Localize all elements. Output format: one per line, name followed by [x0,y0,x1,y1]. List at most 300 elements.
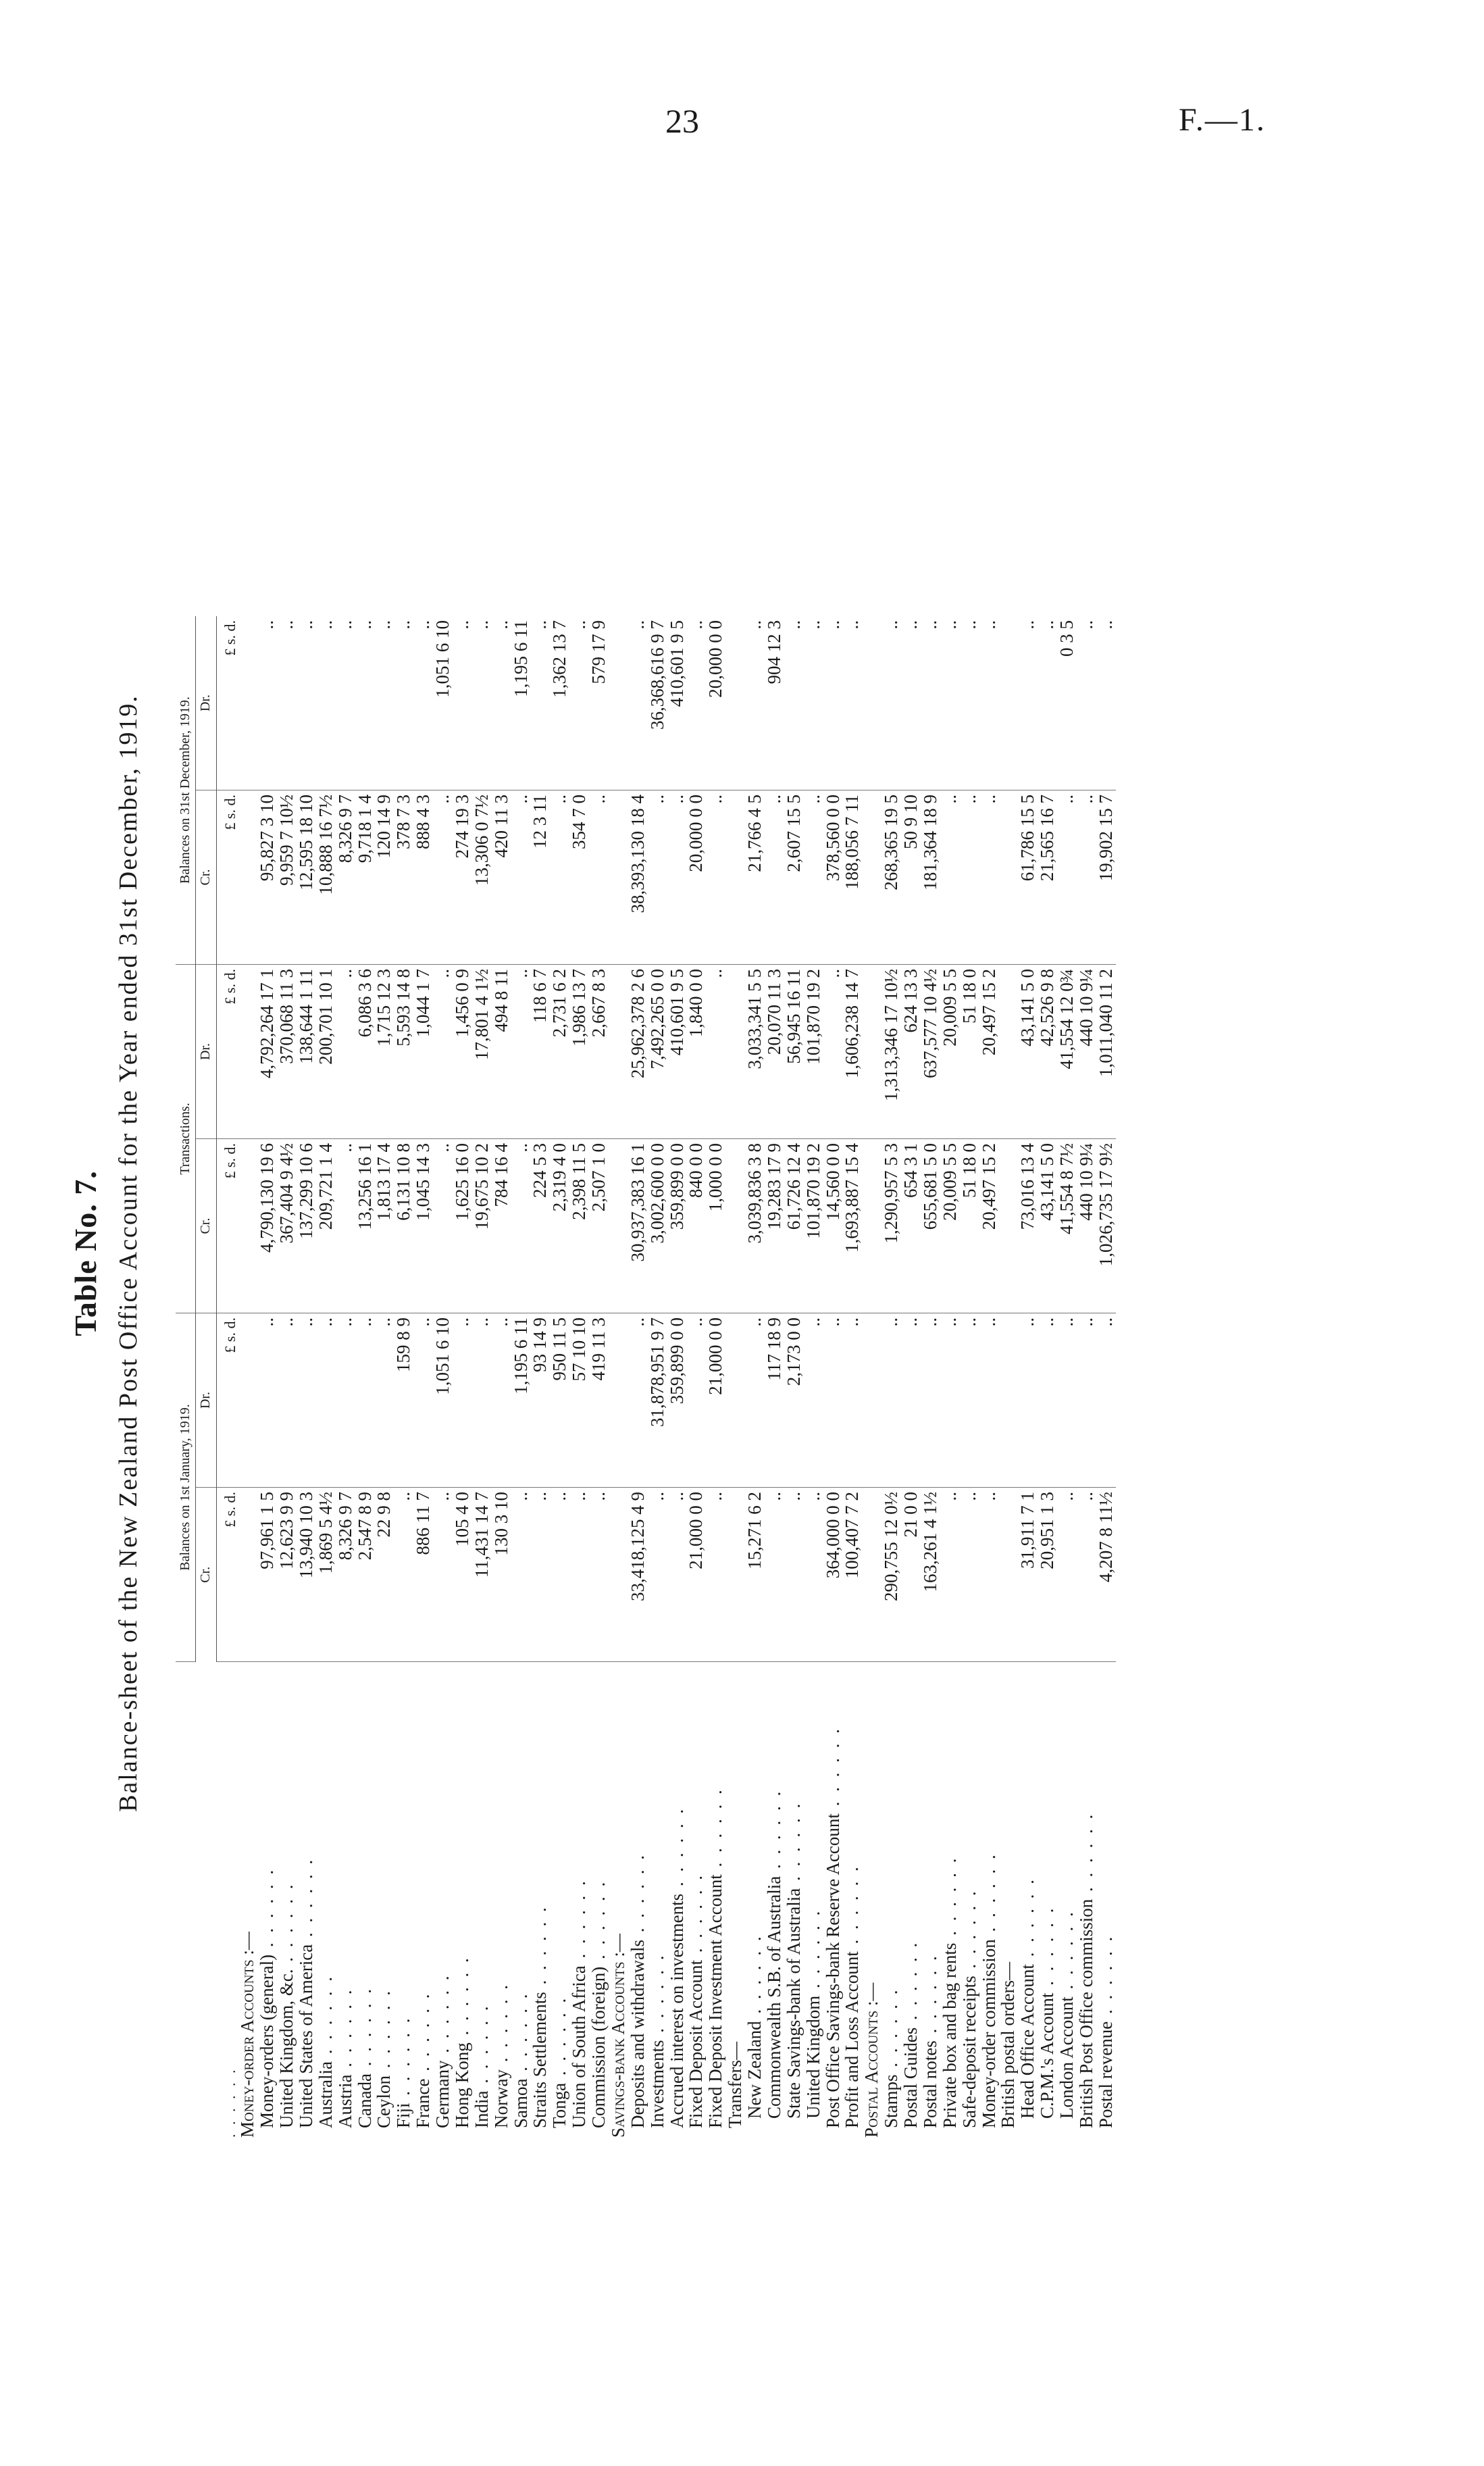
closing-dr-header: Dr. [196,616,216,790]
amount-cell: 268,365 19 5 [881,790,901,965]
amount-cell: 378,560 0 0 [823,790,843,965]
amount-cell: 56,945 16 11 [784,965,804,1139]
amount-cell: 1,606,238 14 7 [842,965,862,1139]
amount-cell [862,965,881,1139]
row-label: Germany . . . . . . [432,1973,453,2128]
table-row [745,616,765,2142]
amount-cell: 637,577 10 4½ [921,965,940,1139]
amount-cell: 101,870 19 2 [804,1139,823,1313]
row-label: Commission (foreign) . . . . . . [588,1879,609,2128]
amount-cell: 1,044 1 7 [413,965,433,1139]
amount-cell [725,616,745,790]
amount-cell: .. [706,790,725,965]
amount-cell [862,1139,881,1313]
row-label: United States of America . . . . . . [295,1857,316,2128]
amount-cell: 410,601 9 5 [667,616,687,790]
amount-cell [725,1139,745,1313]
amount-cell: .. [804,1488,823,1662]
amount-cell: 163,261 4 1½ [921,1488,940,1662]
amount-cell [609,965,628,1139]
amount-cell [238,1313,257,1488]
amount-cell: .. [648,790,667,965]
amount-cell: .. [1096,1313,1116,1488]
table-row [628,616,648,2142]
amount-cell: .. [550,1488,569,1662]
amount-cell: .. [940,1488,960,1662]
amount-cell: .. [1077,1313,1096,1488]
amount-cell [238,1139,257,1313]
amount-cell: 117 18 9 [765,1313,784,1488]
table-row [297,616,316,2142]
amount-cell: .. [960,1488,979,1662]
amount-cell [609,1139,628,1313]
amount-cell: .. [394,1488,413,1662]
amount-cell: 0 3 5 [1057,616,1077,790]
amount-cell: 1,869 5 4½ [316,1488,336,1662]
row-label: Postal notes . . . . . . [919,1953,940,2128]
amount-cell: 1,362 13 7 [550,616,569,790]
amount-cell: 13,306 0 7½ [472,790,492,965]
table-row [336,616,355,2142]
amount-cell: 51 18 0 [960,965,979,1139]
amount-cell: 105 4 0 [453,1488,472,1662]
amount-cell: 50 9 10 [901,790,921,965]
amount-cell: .. [823,965,843,1139]
leader-dots: . . . . . . [627,1853,648,1940]
amount-cell: 130 3 10 [492,1488,511,1662]
amount-cell: .. [1077,790,1096,965]
page-number: 23 [665,102,699,140]
leader-dots: . . . . . . [686,1873,707,1961]
table-row [413,616,433,2142]
amount-cell: .. [784,1488,804,1662]
table-row [921,616,940,2142]
amount-cell: .. [686,616,706,790]
amount-cell: 354 7 0 [569,790,589,965]
amount-cell: .. [901,616,921,790]
amount-cell: 20,951 1 3 [1038,1488,1057,1662]
amount-cell: .. [979,1488,999,1662]
table-row [530,616,550,2142]
amount-cell: 224 5 3 [530,1139,550,1313]
amount-cell: 15,271 6 2 [745,1488,765,1662]
amount-cell: 13,940 10 3 [297,1488,316,1662]
table-row [1077,616,1096,2142]
amount-cell: 3,002,600 0 0 [648,1139,667,1313]
amount-cell: 25,962,378 2 6 [628,965,648,1139]
amount-cell: 188,056 7 11 [842,790,862,965]
amount-cell: 1,313,346 17 10½ [881,965,901,1139]
amount-cell: 1,693,887 15 4 [842,1139,862,1313]
table-row [881,616,901,2142]
amount-cell [998,1488,1018,1662]
amount-cell: 209,721 1 4 [316,1139,336,1313]
amount-cell: 2,319 4 0 [550,1139,569,1313]
amount-cell: 61,726 12 4 [784,1139,804,1313]
row-label: Profit and Loss Account . . . . . . [842,1864,863,2128]
amount-cell: 290,755 12 0½ [881,1488,901,1662]
amount-cell: 367,404 9 4½ [277,1139,297,1313]
section-header-row [238,616,257,2142]
row-label: Stamps . . . . . . [881,1987,902,2128]
amount-cell: 579 17 9 [589,616,609,790]
amount-cell: 36,368,616 9 7 [648,616,667,790]
table-row [979,616,999,2142]
section-header-row [862,616,881,2142]
amount-cell: .. [940,790,960,965]
amount-cell: .. [433,790,453,965]
leader-dots: . . . . . . [295,1857,316,1944]
amount-cell: .. [745,1313,765,1488]
amount-cell: 137,299 10 6 [297,1139,316,1313]
amount-cell: .. [1057,1313,1077,1488]
table-row [784,616,804,2142]
amount-cell: .. [433,965,453,1139]
table-row [823,616,843,2142]
table-row [960,616,979,2142]
amount-cell: .. [433,1139,453,1313]
table-row [569,616,589,2142]
amount-cell: 950 11 5 [550,1313,569,1488]
amount-cell: 20,497 15 2 [979,965,999,1139]
amount-cell: 95,827 3 10 [257,790,277,965]
row-label: Commonwealth S.B. of Australia . . . . . . [763,1788,784,2119]
amount-cell: 17,801 4 1½ [472,965,492,1139]
amount-cell [725,1313,745,1488]
amount-cell: .. [823,616,843,790]
amount-cell: .. [648,1488,667,1662]
amount-cell: 2,547 8 9 [355,1488,375,1662]
amount-cell: 21,565 16 7 [1038,790,1057,965]
transactions-header: Transactions. [176,965,196,1313]
rotated-table-block [41,257,1189,2250]
document-code: F.—1. [1179,102,1266,138]
row-label: C.P.M.'s Account . . . . . . [1037,1905,1058,2119]
amount-cell: .. [686,1313,706,1488]
amount-cell: .. [979,616,999,790]
amount-cell: .. [901,1313,921,1488]
amount-cell: 42,526 9 8 [1038,965,1057,1139]
amount-cell: 440 10 9¼ [1077,1139,1096,1313]
amount-cell: 21,766 4 5 [745,790,765,965]
amount-cell: .. [569,616,589,790]
leader-dots: . . . . . . [530,1905,551,1992]
table-row [1038,616,1057,2142]
opening-balances-header: Balances on 1st January, 1919. [176,1313,196,1662]
row-label: Postal Guides . . . . . . [900,1940,921,2128]
amount-cell: 359,899 0 0 [667,1139,687,1313]
amount-cell: .. [511,790,531,965]
amount-cell [862,616,881,790]
table-row [842,616,862,2142]
amount-cell [238,616,257,790]
amount-cell: 840 0 0 [686,1139,706,1313]
amount-cell: 274 19 3 [453,790,472,965]
amount-cell: .. [804,616,823,790]
amount-cell: 654 3 1 [901,1139,921,1313]
unit-label: £ s. d. [216,1139,238,1313]
amount-cell: 2,607 15 5 [784,790,804,965]
amount-cell: 20,000 0 0 [686,790,706,965]
amount-cell: .. [804,1313,823,1488]
leader-dots: . . . . . . [744,1934,765,2021]
leader-dots: . . . . . . [413,1991,434,2079]
amount-cell [998,1139,1018,1313]
amount-cell: 9,718 1 4 [355,790,375,965]
leader-dots: . . . . . . [1095,1934,1116,2021]
amount-cell: 1,051 6 10 [433,1313,453,1488]
transactions-dr-header: Dr. [196,965,216,1139]
amount-cell: .. [706,965,725,1139]
amount-cell: .. [667,1488,687,1662]
amount-cell: .. [745,616,765,790]
amount-cell: 120 14 9 [374,790,394,965]
amount-cell: 3,039,836 3 8 [745,1139,765,1313]
amount-cell: 21 0 0 [901,1488,921,1662]
amount-cell: .. [257,616,277,790]
amount-cell: 20,497 15 2 [979,1139,999,1313]
amount-cell: 1,813 17 4 [374,1139,394,1313]
table-title: Balance-sheet of the New Zealand Post Office Account for the Year ended 31st December, 1919. [114,695,143,1812]
amount-cell: 43,141 5 0 [1038,1139,1057,1313]
unit-label: £ s. d. [216,1488,238,1662]
amount-cell: .. [1077,1488,1096,1662]
amount-cell: .. [530,616,550,790]
table-row [1057,616,1077,2142]
amount-cell [725,790,745,965]
table-row [355,616,375,2142]
leader-dots: . . . . . . [958,1888,979,1976]
amount-cell: .. [413,616,433,790]
amount-cell: 2,731 6 2 [550,965,569,1139]
leader-dots: . . . . . . [1037,1905,1058,1993]
amount-cell: .. [336,1139,355,1313]
row-label: Savings-bank Accounts :— [607,1934,628,2138]
table-row [804,616,823,2142]
leader-dots: . . . . . . [919,1953,940,2041]
table-row [472,616,492,2142]
amount-cell: .. [921,1313,940,1488]
amount-cell: 12,595 18 10 [297,790,316,965]
amount-cell [238,790,257,965]
amount-cell: .. [316,1313,336,1488]
amount-cell: 43,141 5 0 [1018,965,1038,1139]
table-row [433,616,453,2142]
row-label: British Post Office commission . . . . . . [1075,1811,1096,2128]
row-label: Post Office Savings-bank Reserve Account . . . . . . [822,1726,843,2128]
opening-cr-header: Cr. [196,1488,216,1662]
amount-cell: 6,086 3 6 [355,965,375,1139]
amount-cell: .. [589,1488,609,1662]
closing-cr-header: Cr. [196,790,216,965]
amount-cell: .. [1018,1313,1038,1488]
table-row [940,616,960,2142]
amount-cell: 14,560 0 0 [823,1139,843,1313]
row-label: Austria . . . . . . [334,1987,355,2128]
amount-cell: 1,026,735 17 9½ [1096,1139,1116,1313]
table-row [725,616,745,2142]
amount-cell: 1,000 0 0 [706,1139,725,1313]
amount-cell: .. [1096,616,1116,790]
amount-cell: .. [472,616,492,790]
leader-dots: . . . . . . [451,1955,472,2043]
amount-cell: .. [842,1313,862,1488]
amount-cell: .. [628,1313,648,1488]
amount-cell: 13,256 16 1 [355,1139,375,1313]
row-label: Tonga . . . . . . [549,1995,570,2128]
row-label: Head Office Account . . . . . . [1017,1877,1038,2119]
amount-cell: .. [921,616,940,790]
amount-cell: .. [784,616,804,790]
amount-cell: .. [394,616,413,790]
amount-cell: .. [530,1488,550,1662]
table-row [277,616,297,2142]
leader-dots: . . . . . . [276,1882,297,1969]
amount-cell: 21,000 0 0 [706,1313,725,1488]
leader-dots: . . . . . . [802,1908,823,1996]
amount-cell: .. [960,616,979,790]
leader-dots: . . . . . . [549,1995,570,2083]
amount-cell: 12,623 9 9 [277,1488,297,1662]
amount-cell: .. [492,616,511,790]
amount-cell: 200,701 10 1 [316,965,336,1139]
amount-cell: .. [765,1488,784,1662]
amount-cell: 118 6 7 [530,965,550,1139]
table-row [1018,616,1038,2142]
leader-dots: . . . . . . [334,1987,355,2075]
amount-cell: 359,899 0 0 [667,1313,687,1488]
amount-cell: 2,398 11 5 [569,1139,589,1313]
amount-cell: 9,959 7 10½ [277,790,297,965]
table-row [1096,616,1116,2142]
row-label: Hong Kong . . . . . . [451,1955,472,2128]
row-label: Canada . . . . . . [354,1986,375,2128]
leader-dots: . . . . . . [666,1806,687,1894]
amount-cell: 41,554 12 0¾ [1057,965,1077,1139]
amount-cell: .. [979,1313,999,1488]
amount-cell: 21,000 0 0 [686,1488,706,1662]
amount-cell [862,1313,881,1488]
unit-label: £ s. d. [216,1313,238,1488]
amount-cell: 20,009 5 5 [940,965,960,1139]
amount-cell: 1,195 6 11 [511,616,531,790]
table-row [765,616,784,2142]
row-label: Fixed Deposit Investment Account . . . . . . [705,1787,726,2128]
amount-cell: 20,070 11 3 [765,965,784,1139]
amount-cell: .. [374,1313,394,1488]
row-label: Safe-deposit receipts . . . . . . [958,1888,979,2128]
table-row [901,616,921,2142]
amount-cell: 8,326 9 7 [336,790,355,965]
amount-cell: 3,033,341 5 5 [745,965,765,1139]
row-label: British postal orders— [998,1962,1019,2128]
amount-cell: .. [297,616,316,790]
amount-cell: .. [257,1313,277,1488]
amount-cell: .. [336,616,355,790]
amount-cell: .. [336,1313,355,1488]
amount-cell: 93 14 9 [530,1313,550,1488]
amount-cell: 73,016 13 4 [1018,1139,1038,1313]
amount-cell: 886 11 7 [413,1488,433,1662]
amount-cell: .. [765,790,784,965]
amount-cell: 19,283 17 9 [765,1139,784,1313]
row-label: France . . . . . . [413,1991,434,2128]
leader-dots: . . . . . . [1075,1811,1096,1899]
amount-cell: .. [355,1313,375,1488]
amount-cell: 1,290,957 5 3 [881,1139,901,1313]
leader-dots: . . . . . . [763,1788,784,1876]
amount-cell: 784 16 4 [492,1139,511,1313]
leader-dots: . . . . . . [705,1787,726,1875]
amount-cell: 440 10 9¼ [1077,965,1096,1139]
amount-cell: 1,456 0 9 [453,965,472,1139]
amount-cell: .. [492,1313,511,1488]
row-label: Postal revenue . . . . . . [1095,1934,1116,2128]
leader-dots: . . . . . . [822,1726,843,1814]
row-label: New Zealand . . . . . . [744,1934,765,2119]
leader-dots: . . . . . . [221,2067,238,2138]
amount-cell: 1,051 6 10 [433,616,453,790]
amount-cell: 2,173 0 0 [784,1313,804,1488]
amount-cell: .. [1038,616,1057,790]
amount-cell: 33,418,125 4 9 [628,1488,648,1662]
amount-cell: 1,195 6 11 [511,1313,531,1488]
amount-cell: 7,492,265 0 0 [648,965,667,1139]
leader-dots: . . . . . . [257,1867,278,1955]
table-row [998,616,1018,2142]
row-label: Ceylon . . . . . . [374,1988,394,2128]
table-row [667,616,687,2142]
amount-cell: .. [960,1313,979,1488]
row-label: Money-order commission . . . . . . [978,1852,999,2128]
table-row [492,616,511,2142]
leader-dots: . . . . . . [783,1801,804,1888]
row-label: Investments . . . . . . [646,1953,667,2128]
amount-cell: 11,431 14 7 [472,1488,492,1662]
amount-cell: 6,131 10 8 [394,1139,413,1313]
row-label: State Savings-bank of Australia . . . . . . [783,1801,804,2119]
leader-dots: . . . . . . [646,1953,667,2040]
row-label: Money-orders (general) . . . . . . [257,1867,278,2128]
row-label: Postal Accounts :— [861,1982,882,2138]
leader-dots: . . . . . . [393,2015,414,2103]
row-label: United Kingdom . . . . . . [802,1908,823,2119]
amount-cell: .. [1038,1313,1057,1488]
amount-cell: 624 13 3 [901,965,921,1139]
amount-cell: 181,364 18 9 [921,790,940,965]
amount-cell: 904 12 3 [765,616,784,790]
amount-cell: .. [667,790,687,965]
amount-cell: 19,902 15 7 [1096,790,1116,965]
table-row [257,616,277,2142]
row-label: United Kingdom, &c. . . . . . . [276,1882,297,2128]
amount-cell: .. [804,790,823,965]
table-row [453,616,472,2142]
leader-dots: . . . . . . [471,2003,492,2091]
amount-cell: .. [842,616,862,790]
amount-cell [609,1313,628,1488]
amount-cell: .. [823,1313,843,1488]
amount-cell: .. [433,1488,453,1662]
leader-dots: . . . . . . [315,1974,336,2062]
table-row [686,616,706,2142]
amount-cell: 10,888 16 7½ [316,790,336,965]
opening-dr-header: Dr. [196,1313,216,1488]
amount-cell: 97,961 1 5 [257,1488,277,1662]
amount-cell [609,616,628,790]
amount-cell: 138,644 1 11 [297,965,316,1139]
unit-label: £ s. d. [216,790,238,965]
